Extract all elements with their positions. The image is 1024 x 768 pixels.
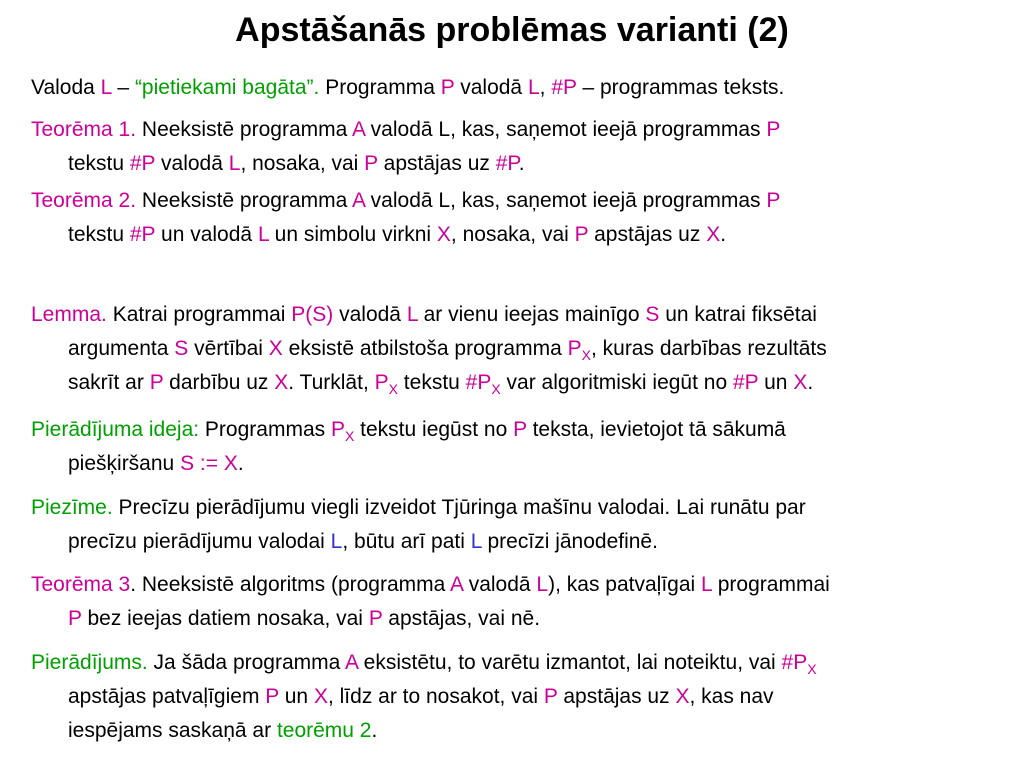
symbol-hashP: #P [781, 651, 808, 674]
symbol-P: P [68, 607, 82, 630]
subscript-X: X [344, 428, 355, 444]
symbol-P: P [149, 371, 164, 394]
symbol-A: A [351, 189, 365, 212]
text: un [278, 685, 314, 708]
symbol-P: P [766, 118, 781, 141]
symbol-L: L [100, 76, 112, 99]
text: apstājas uz [557, 685, 676, 708]
text: , nosaka, vai [450, 223, 575, 246]
slide-title: Apstāšanās problēmas varianti (2) [235, 11, 789, 49]
symbol-A: A [344, 651, 358, 674]
text: valodā [462, 573, 537, 596]
symbol-P: P [513, 418, 527, 441]
symbol-L: L [470, 530, 482, 553]
symbol-PX [330, 418, 355, 444]
theorem-3-label: Teorēma 3 [31, 573, 131, 596]
subscript-X: X [491, 381, 501, 397]
text: Neeksistē programma [136, 118, 352, 141]
text: un katrai fiksētai [659, 303, 817, 326]
text: valodā L, kas, saņemot ieejā programmas [364, 118, 767, 141]
symbol-A: A [351, 118, 365, 141]
text: – [111, 76, 135, 99]
text: eksistē atbilstoša programma [282, 337, 568, 360]
symbol-P: P [543, 685, 558, 708]
symbol-PX [567, 337, 591, 363]
symbol-hashP: #P [129, 223, 156, 246]
proof-idea-label: Pierādījuma ideja: [31, 418, 200, 441]
symbol-L: L [406, 303, 418, 326]
paragraph-note [31, 491, 1011, 559]
text: , kas nav [689, 685, 774, 708]
text: valodā [155, 152, 229, 175]
text: tekstu [68, 152, 130, 175]
symbol-P: P [364, 152, 378, 175]
symbol-L: L [527, 76, 540, 99]
symbol-L: L [257, 223, 269, 246]
text: tekstu [397, 371, 466, 394]
text: tekstu [68, 223, 130, 246]
symbol-hashP: #P [129, 152, 156, 175]
text: . Turklāt, [288, 371, 375, 394]
text: . [518, 152, 525, 175]
text: Ja šāda programma [147, 651, 345, 674]
symbol-hashP: #P [732, 371, 759, 394]
text: . Neeksistē algoritms (programma [130, 573, 450, 596]
symbol-L: L [536, 573, 549, 596]
text: tekstu iegūst no [354, 418, 514, 441]
text: argumenta [68, 337, 175, 360]
text: iespējams saskaņā ar [68, 719, 277, 742]
text: apstājas patvaļīgiem [68, 685, 266, 708]
symbol-P: P [440, 76, 455, 99]
text: ), kas patvaļīgai [548, 573, 702, 596]
symbol-hashP: #P [465, 371, 492, 394]
text: Neeksistē programma [136, 189, 352, 212]
symbol-P: P [574, 223, 589, 246]
symbol-PX [374, 371, 398, 397]
symbol-P: P [567, 337, 582, 360]
paragraph-intro [31, 71, 1011, 105]
text: valodā [454, 76, 528, 99]
text: un valodā [155, 223, 258, 246]
subscript-X: X [581, 347, 591, 363]
symbol-L: L [701, 573, 712, 596]
proof-label: Pierādījums. [31, 651, 148, 674]
text: ar vienu ieejas mainīgo [417, 303, 646, 326]
text: eksistētu, to varētu izmantot, lai noteiktu, vai [357, 651, 782, 674]
text: . [807, 371, 814, 394]
paragraph-lemma [31, 298, 1011, 400]
text: piešķiršanu [68, 452, 181, 475]
paragraph-theorem-2 [31, 184, 1011, 252]
symbol-hashP: #P [551, 76, 577, 99]
symbol-L: L [330, 530, 343, 553]
symbol-A: A [450, 573, 463, 596]
text: programmai [711, 573, 830, 596]
paragraph-theorem-3 [31, 568, 1011, 636]
text: – programmas teksts. [576, 76, 785, 99]
paragraph-theorem-1 [31, 113, 1011, 181]
text: precīzi jānodefinē. [481, 530, 658, 553]
text: valodā [333, 303, 407, 326]
text: , kuras darbības rezultāts [590, 337, 827, 360]
text: un [758, 371, 794, 394]
text: var algoritmiski iegūt no [500, 371, 733, 394]
text: vērtībai [188, 337, 269, 360]
symbol-X: X [675, 685, 690, 708]
text: Programma [319, 76, 441, 99]
text: valodā L, kas, saņemot ieejā programmas [364, 189, 767, 212]
text: , nosaka, vai [240, 152, 365, 175]
symbol-X: X [268, 337, 283, 360]
text: apstājas uz [588, 223, 707, 246]
subscript-X: X [807, 661, 817, 677]
paragraph-proof-idea [31, 413, 1011, 481]
theorem-2-label: Teorēma 2. [31, 189, 137, 212]
text: un simbolu virkni [268, 223, 437, 246]
text: Programmas [199, 418, 331, 441]
text: Katrai programmai [106, 303, 292, 326]
text: darbību uz [163, 371, 275, 394]
note-label: Piezīme. [31, 496, 113, 519]
symbol-L: L [228, 152, 241, 175]
quoted-term: “pietiekami bagāta”. [134, 76, 320, 99]
text: . [720, 223, 727, 246]
text: sakrīt ar [68, 371, 150, 394]
symbol-PS: P(S) [291, 303, 334, 326]
symbol-X: X [274, 371, 289, 394]
theorem-2-reference: teorēmu 2 [276, 719, 372, 742]
paragraph-proof [31, 646, 1011, 748]
lemma-label: Lemma. [31, 303, 107, 326]
symbol-hashPX [781, 651, 817, 677]
symbol-X: X [706, 223, 721, 246]
symbol-P: P [368, 607, 383, 630]
symbol-S: S [645, 303, 660, 326]
text: apstājas uz [377, 152, 496, 175]
subscript-X: X [388, 381, 398, 397]
text: teksta, ievietojot tā sākumā [526, 418, 786, 441]
text: , [539, 76, 552, 99]
symbol-X: X [793, 371, 808, 394]
text: . [371, 719, 378, 742]
text: . [237, 452, 244, 475]
symbol-P: P [265, 685, 279, 708]
symbol-P: P [766, 189, 781, 212]
assignment-expression: S := X [180, 452, 238, 475]
symbol-X: X [436, 223, 451, 246]
text: Precīzu pierādījumu viegli izveidot Tjūringa mašīnu valodai. Lai runātu par [112, 496, 806, 519]
symbol-hashPX [465, 371, 501, 397]
text: bez ieejas datiem nosaka, vai [81, 607, 369, 630]
symbol-P: P [330, 418, 345, 441]
symbol-S: S [174, 337, 189, 360]
text: , līdz ar to nosakot, vai [327, 685, 544, 708]
symbol-hashP: #P [495, 152, 519, 175]
symbol-P: P [374, 371, 389, 394]
text: Valoda [31, 76, 101, 99]
text: apstājas, vai nē. [382, 607, 541, 630]
theorem-1-label: Teorēma 1. [31, 118, 137, 141]
text: precīzu pierādījumu valodai [68, 530, 331, 553]
symbol-X: X [313, 685, 328, 708]
text: , būtu arī pati [342, 530, 471, 553]
